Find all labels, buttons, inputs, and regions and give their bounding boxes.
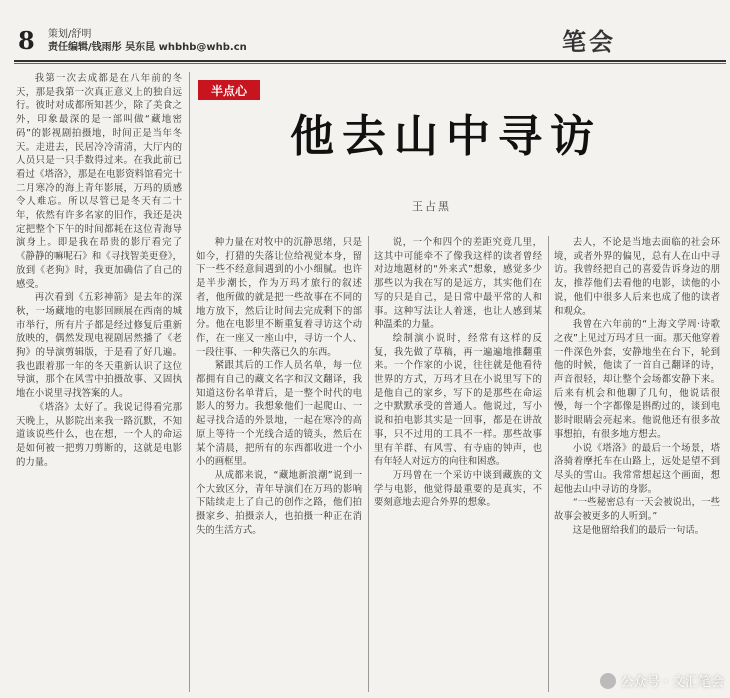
paragraph: 去人，不论是当地去面临的社会环境，或者外界的偏见，总有人在山中寻访。我曾经把自己的喜爱告诉身边的朋友，推荐他们去看他的电影，读他的小说，他们中很多人后来也成了他的读者和观众。 (554, 237, 720, 317)
article-column-1 (16, 72, 182, 694)
paragraph: 说，一个和四个的差距究竟几里，这其中可能牵不了像我这样的读者曾经对边地题材的“外来式”想象，感觉多少那些以为我在写的是远方，其实他们在写的只是自己，是日常中最平常的人和事。这种写法让人着迷，也让人感到某种温柔的力量。 (374, 237, 542, 331)
column-tag: 半点心 (198, 80, 260, 100)
page-info (48, 28, 247, 54)
editor-line: 策划/舒明 (48, 29, 92, 40)
paragraph: 万玛曾在一个采访中谈到藏族的文学与电影，他觉得最重要的是真实，不要刻意地去迎合外界的想象。 (374, 469, 542, 509)
section-title: 笔会 (562, 27, 616, 56)
watermark (600, 671, 724, 690)
column-divider (368, 236, 369, 692)
article-author: 王占黑 (412, 200, 451, 213)
paragraph: 再次看到《五彩神箭》是去年的深秋，一场藏地的电影回顾展在西南的城市举行，所有片子都是经过修复后重新放映的，偶然发现电视剧居然播了《老狗》的导演剪辑版，于是看了好几遍。我也跟着那一年的冬天重新认识了这位导演，那个在风雪中拍摄故事、又固执地在小说里寻找答案的人。 (16, 292, 182, 400)
paragraph: 从成都来说，“藏地新浪潮”说到一个大致区分，青年导演们在万玛的影响下陆续走上了自己的创作之路，他们拍摄家乡、拍摄亲人，也拍摄一种正在消失的生活方式。 (196, 469, 362, 536)
watermark-text: 公众号 · 文汇笔会 (620, 675, 724, 690)
article-title: 他去山中寻访 (290, 111, 602, 162)
header-rule (14, 60, 726, 62)
wechat-icon (600, 673, 616, 689)
paragraph: 这是他留给我们的最后一句话。 (572, 524, 705, 536)
column-divider (189, 72, 190, 692)
article-column-2 (196, 236, 362, 694)
column-divider (548, 236, 549, 692)
paragraph: 绘制演小说时，经常有这样的反复，我先做了草稿，再一遍遍地推翻重来。一个作家的小说，往往就是他看待世界的方式，万玛才旦在小说里写下的是他自己的家乡，写下的是那些在命运之中默默承受的普通人。他说过，写小说和拍电影其实是一回事，都是在讲故事，只不过用的工具不一样。那些故事里有羊群、有风雪、有寺庙的钟声，也有年轻人对远方的向往和困惑。 (374, 332, 542, 468)
article-column-4 (554, 236, 720, 694)
article-column-3 (374, 236, 542, 694)
paragraph: 我曾在六年前的“上海文学周·诗歌之夜”上见过万玛才旦一面。那天他穿着一件深色外套，安静地坐在台下，轮到他的时候，他读了一首自己翻译的诗，声音很轻，却让整个会场都安静下来。后来有机会和他聊了几句，他说话很慢，每一个字都像是斟酌过的，谈到电影时眼睛会亮起来。他说他还有很多故事想拍，有很多地方想去。 (554, 319, 720, 440)
editor-credits: 责任编辑/钱雨彤 吴东昆 whbhb@whb.cn (48, 42, 247, 53)
paragraph: 紧跟其后的工作人员名单，每一位都拥有自己的藏文名字和汉文翻译，我知道这份名单背后，是一整个时代的电影人的努力。我想象他们一起爬山、一起寻找合适的外景地，一起在寒冷的高原上等待一个光线合适的镜头，然后在某个清晨，把所有的东西都收进一个小小的画框里。 (196, 360, 362, 468)
paragraph: 我第一次去成都是在八年前的冬天，那是我第一次真正意义上的独自远行。彼时对成都所知甚少，除了美食之外，印象最深的是一部叫做“藏地密码”的影视剧拍摄地，时间正是当年冬天。走进去，民居冷冷清清，大厅内的人员只是一只手数得过来。在我此前已看过《塔洛》，那是在电影资料馆看完十二月寒冷的海上青年影展，万玛的质感令人难忘。所以尽管已是冬天有二十年，依然有许多名家的旧作，我还是决定把整个下午的时间都耗在这位青海导演身上。即是我在昂贵的影厅看完了《静静的嘛呢石》和《寻找智美更登》，放到《老狗》时，我更加确信了自己的感受。 (16, 73, 182, 290)
page-number: 8 (18, 26, 35, 55)
paragraph: 种力量在对牧中的沉静思绪，只是如今，打猎的失落让位给视觉本身，留下一些不经意间遇到的小小细腻。也许是半步潮长，作为万玛才旅行的叙述者，他所做的就是把一些故事在不同的地方放下，然后让时间去完成剩下的部分。他在电影里不断重复着寻访这个动作，在一座又一座山中，寻访一个人、一段往事、一种失落已久的东西。 (196, 237, 362, 358)
header-rule-thin (14, 63, 726, 64)
paragraph: 《塔洛》太好了。我说记得看完那天晚上，从影院出来我一路沉默，不知道该说些什么，也在想，一个人的命运是如何被一把剪刀剪断的，这就是电影的力量。 (16, 401, 182, 468)
quote: “一些秘密总有一天会被说出，一些故事会被更多的人听到。” (554, 497, 720, 523)
paragraph: 小说《塔洛》的最后一个场景，塔洛骑着摩托车在山路上，远处是望不到尽头的雪山。我常常想起这个画面，想起他去山中寻访的身影。 (554, 442, 720, 495)
